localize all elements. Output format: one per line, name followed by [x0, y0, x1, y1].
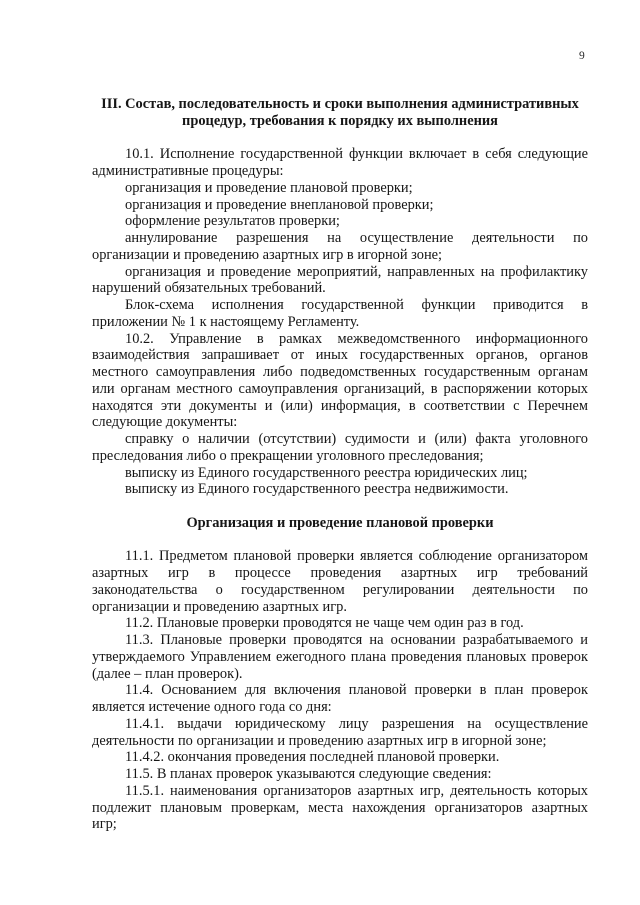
blank-line	[92, 130, 588, 147]
paragraph-line: 10.2. Управление в рамках межведомственного информационного	[125, 330, 588, 347]
paragraph-line: организация и проведение внеплановой проверки;	[125, 196, 434, 213]
paragraph-line: 11.5.1. наименования организаторов азартных игр, деятельность которых	[125, 782, 588, 799]
paragraph-line: местного самоуправления либо подведомственных государственным органам	[92, 364, 588, 380]
list-item-document	[92, 465, 588, 482]
paragraph-10-2	[92, 331, 588, 432]
paragraph-line: преследования либо о прекращении уголовного преследования;	[92, 447, 484, 464]
paragraph-11-4	[92, 682, 588, 716]
paragraph-line: взаимодействия запрашивает от иных государственных органов, органов	[92, 347, 588, 364]
list-item-procedure	[92, 213, 588, 230]
paragraph-line: деятельности по организации и проведению азартных игр в игорной зоне;	[92, 732, 547, 749]
paragraph-line: приложении № 1 к настоящему Регламенту.	[92, 313, 360, 330]
paragraph-line: азартных игр в процессе проведения азартных игр требований	[92, 565, 588, 581]
paragraph-line: организация и проведение плановой проверки;	[125, 179, 413, 196]
paragraph-line: или органам местного самоуправления организаций, в распоряжении которых	[92, 380, 588, 397]
paragraph-line: 11.2. Плановые проверки проводятся не чаще чем один раз в год.	[125, 615, 524, 632]
paragraph-line: Блок-схема исполнения государственной функции приводится в	[125, 297, 588, 313]
paragraph-line: подлежит плановым проверкам, места нахождения организаторов азартных	[92, 799, 588, 816]
heading-line: III. Состав, последовательность и сроки выполнения административных	[101, 96, 579, 112]
paragraph-11-5	[92, 766, 588, 783]
document-body	[92, 96, 588, 833]
paragraph-11-4-1	[92, 716, 588, 750]
paragraph-line: (далее – план проверок).	[92, 665, 243, 682]
paragraph-line: справку о наличии (отсутствии) судимости и (или) факта уголовного	[125, 431, 588, 447]
paragraph-line: является истечение одного года со дня:	[92, 699, 332, 715]
paragraph-11-2	[92, 615, 588, 632]
paragraph-line: выписку из Единого государственного реестра юридических лиц;	[125, 464, 528, 481]
paragraph-line: следующие документы:	[92, 414, 238, 431]
paragraph-line: игр;	[92, 816, 117, 833]
paragraph-line: нарушений обязательных требований.	[92, 280, 326, 297]
paragraph-line: оформление результатов проверки;	[125, 213, 340, 230]
paragraph-flowchart-reference	[92, 297, 588, 331]
list-item-procedure	[92, 264, 588, 298]
paragraph-line: 11.4. Основанием для включения плановой проверки в план проверок	[125, 682, 588, 699]
paragraph-line: организации и проведению азартных игр в игорной зоне;	[92, 246, 443, 263]
section-heading	[92, 96, 588, 130]
heading-line: процедур, требования к порядку их выполнения	[182, 112, 498, 129]
list-item-procedure	[92, 197, 588, 214]
blank-line	[92, 498, 588, 515]
paragraph-line: 11.3. Плановые проверки проводятся на основании разрабатываемого и	[125, 632, 588, 648]
paragraph-line: выписку из Единого государственного реестра недвижимости.	[125, 481, 509, 498]
paragraph-line: 11.4.1. выдачи юридическому лицу разрешения на осуществление	[125, 715, 588, 732]
list-item-document	[92, 431, 588, 465]
paragraph-line: 11.4.2. окончания проведения последней плановой проверки.	[125, 749, 500, 766]
page-number: 9	[579, 50, 585, 62]
paragraph-10-1	[92, 146, 588, 180]
paragraph-11-1	[92, 548, 588, 615]
paragraph-line: организация и проведение мероприятий, направленных на профилактику	[125, 263, 588, 280]
paragraph-11-3	[92, 632, 588, 682]
list-item-procedure	[92, 180, 588, 197]
paragraph-line: 10.1. Исполнение государственной функции включает в себя следующие	[125, 146, 588, 163]
list-item-procedure	[92, 230, 588, 264]
paragraph-line: 11.5. В планах проверок указываются следующие сведения:	[125, 766, 492, 782]
paragraph-line: организации и проведению азартных игр.	[92, 598, 347, 615]
blank-line	[92, 532, 588, 549]
subsection-heading: Организация и проведение плановой проверки	[186, 514, 494, 531]
paragraph-line: законодательства о государственном регулировании деятельности по	[92, 581, 588, 598]
paragraph-line: административные процедуры:	[92, 163, 284, 179]
list-item-document	[92, 481, 588, 498]
paragraph-line: находятся эти документы и (или) информация, в соответствии с Перечнем	[92, 397, 588, 414]
paragraph-line: аннулирование разрешения на осуществление деятельности по	[125, 230, 588, 246]
paragraph-11-5-1	[92, 783, 588, 833]
paragraph-line: утверждаемого Управлением ежегодного плана проведения плановых проверок	[92, 648, 588, 665]
paragraph-11-4-2	[92, 749, 588, 766]
paragraph-line: 11.1. Предметом плановой проверки является соблюдение организатором	[125, 548, 588, 565]
